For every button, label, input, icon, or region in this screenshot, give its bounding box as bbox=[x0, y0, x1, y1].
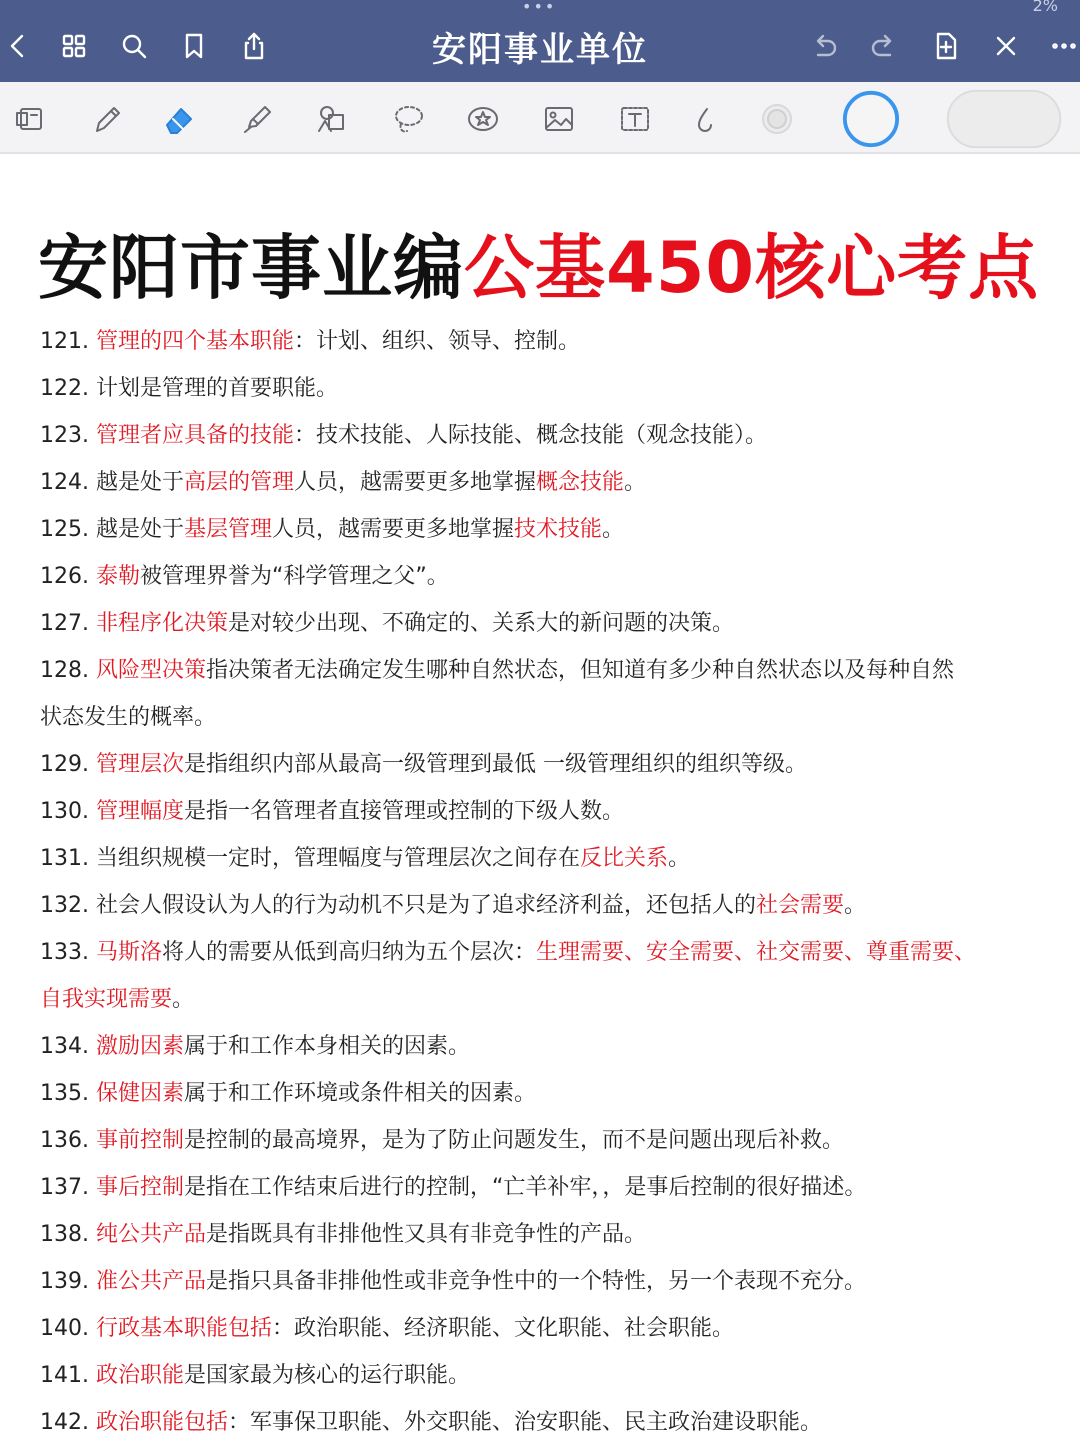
more-options-icon[interactable] bbox=[1046, 28, 1080, 64]
sticker-icon[interactable] bbox=[462, 98, 504, 140]
item-text: ：政治职能、经济职能、文化职能、社会职能。 bbox=[272, 1316, 735, 1341]
list-item bbox=[40, 741, 1050, 788]
highlighted-term: 生理需要、安全需要、社交需要、尊重需要、 bbox=[536, 940, 977, 965]
item-text: 是指既具有非排他性又具有非竞争性的产品。 bbox=[206, 1222, 647, 1247]
document-title: 安阳事业单位 bbox=[432, 30, 648, 70]
item-text: ：计划、组织、领导、控制。 bbox=[294, 329, 581, 354]
highlighted-term: 管理者应具备的技能 bbox=[95, 423, 294, 448]
item-text: 越是处于 bbox=[95, 470, 184, 495]
item-text: 是指在工作结束后进行的控制，“亡羊补牢，，是事后控制的很好描述。 bbox=[184, 1175, 867, 1200]
window-handle-dots[interactable]: ••• bbox=[522, 0, 557, 16]
highlighted-term: 非程序化决策 bbox=[95, 611, 228, 636]
page-layout-icon[interactable] bbox=[10, 98, 52, 140]
item-number: 131. bbox=[40, 846, 96, 871]
item-text: 是指组织内部从最高一级管理到最低 一级管理组织的组织等级。 bbox=[184, 752, 807, 777]
item-text: 属于和工作本身相关的因素。 bbox=[184, 1034, 471, 1059]
item-text: 被管理界誉为“科学管理之父”。 bbox=[140, 564, 449, 589]
highlighted-term: 风险型决策 bbox=[95, 658, 206, 683]
highlighted-term: 反比关系 bbox=[580, 846, 669, 871]
redo-icon[interactable] bbox=[866, 28, 902, 64]
list-item bbox=[40, 1070, 1050, 1117]
item-number: 133. bbox=[40, 940, 96, 965]
item-text: 是国家最为核心的运行职能。 bbox=[184, 1363, 471, 1388]
item-number: 136. bbox=[40, 1128, 96, 1153]
item-number: 129. bbox=[40, 752, 96, 777]
item-number: 142. bbox=[40, 1410, 96, 1435]
highlighted-term: 高层的管理 bbox=[184, 470, 295, 495]
item-text: 将人的需要从低到高归纳为五个层次： bbox=[162, 940, 537, 965]
item-text: 是控制的最高境界，是为了防止问题发生，而不是问题出现后补救。 bbox=[184, 1128, 845, 1153]
text-box-icon[interactable] bbox=[614, 98, 656, 140]
item-text: 。 bbox=[172, 987, 195, 1012]
item-text: ：技术技能、人际技能、概念技能（观念技能）。 bbox=[294, 423, 768, 448]
list-item bbox=[40, 835, 1050, 882]
annotation-toolbar bbox=[0, 82, 1080, 154]
list-item bbox=[40, 1023, 1050, 1070]
item-number: 141. bbox=[40, 1363, 96, 1388]
key-points-list bbox=[40, 318, 1050, 1446]
list-item bbox=[40, 788, 1050, 835]
item-number: 137. bbox=[40, 1175, 96, 1200]
item-text: 人员，越需要更多地掌握 bbox=[272, 517, 515, 542]
pencil-icon[interactable] bbox=[86, 98, 128, 140]
highlighted-term: 保健因素 bbox=[95, 1081, 184, 1106]
add-page-icon[interactable] bbox=[928, 28, 964, 64]
item-text: 越是处于 bbox=[95, 517, 184, 542]
item-text: ：军事保卫职能、外交职能、治安职能、民主政治建设职能。 bbox=[228, 1410, 823, 1435]
item-number: 122. bbox=[40, 376, 96, 401]
headline-red-part: 公基450核心考点 bbox=[464, 227, 1040, 309]
pen-color-icon[interactable] bbox=[840, 88, 902, 150]
highlighted-term: 社会需要 bbox=[756, 893, 845, 918]
lasso-icon[interactable] bbox=[388, 98, 430, 140]
ink-drop-icon[interactable] bbox=[684, 98, 726, 140]
item-number: 124. bbox=[40, 470, 96, 495]
highlighted-term: 激励因素 bbox=[95, 1034, 184, 1059]
item-text: 。 bbox=[668, 846, 691, 871]
highlighted-term: 概念技能 bbox=[536, 470, 625, 495]
highlighted-term: 自我实现需要 bbox=[40, 987, 173, 1012]
eraser-icon[interactable] bbox=[158, 98, 200, 140]
close-icon[interactable] bbox=[988, 28, 1024, 64]
item-number: 139. bbox=[40, 1269, 96, 1294]
highlighted-term: 准公共产品 bbox=[95, 1269, 206, 1294]
item-text: 是指一名管理者直接管理或控制的下级人数。 bbox=[184, 799, 625, 824]
item-number: 126. bbox=[40, 564, 96, 589]
page-headline bbox=[38, 212, 1039, 313]
list-item bbox=[40, 1211, 1050, 1258]
highlighted-term: 纯公共产品 bbox=[95, 1222, 206, 1247]
list-item bbox=[40, 1258, 1050, 1305]
highlighted-term: 行政基本职能包括 bbox=[95, 1316, 272, 1341]
item-number: 138. bbox=[40, 1222, 96, 1247]
list-item bbox=[40, 365, 1050, 412]
item-text: 是指只具备非排他性或非竞争性中的一个特性，另一个表现不充分。 bbox=[206, 1269, 867, 1294]
list-item bbox=[40, 553, 1050, 600]
item-number: 127. bbox=[40, 611, 96, 636]
item-text: 当组织规模一定时，管理幅度与管理层次之间存在 bbox=[95, 846, 580, 871]
highlighted-term: 管理的四个基本职能 bbox=[95, 329, 294, 354]
item-number: 140. bbox=[40, 1316, 96, 1341]
list-item bbox=[40, 1305, 1050, 1352]
undo-icon[interactable] bbox=[806, 28, 842, 64]
item-number: 121. bbox=[40, 329, 96, 354]
list-item bbox=[40, 1399, 1050, 1446]
item-number: 130. bbox=[40, 799, 96, 824]
highlighted-term: 泰勒 bbox=[95, 564, 140, 589]
list-item bbox=[40, 318, 1050, 365]
battery-status: 2% bbox=[1032, 0, 1058, 15]
list-item bbox=[40, 976, 1050, 1023]
list-item bbox=[40, 459, 1050, 506]
item-number: 135. bbox=[40, 1081, 96, 1106]
item-text: 状态发生的概率。 bbox=[40, 705, 217, 730]
highlighted-term: 技术技能 bbox=[514, 517, 603, 542]
list-item bbox=[40, 1352, 1050, 1399]
list-item bbox=[40, 929, 1050, 976]
highlighted-term: 事前控制 bbox=[95, 1128, 184, 1153]
headline-black-part: 安阳市事业编 bbox=[38, 227, 464, 309]
image-icon[interactable] bbox=[538, 98, 580, 140]
item-text: 。 bbox=[624, 470, 647, 495]
item-text: 指决策者无法确定发生哪种自然状态，但知道有多少种自然状态以及每种自然 bbox=[206, 658, 955, 683]
highlighted-term: 管理幅度 bbox=[95, 799, 184, 824]
highlighted-term: 政治职能 bbox=[95, 1363, 184, 1388]
item-number: 128. bbox=[40, 658, 96, 683]
item-text: 社会人假设认为人的行为动机不只是为了追求经济利益，还包括人的 bbox=[95, 893, 756, 918]
shapes-icon[interactable] bbox=[312, 98, 354, 140]
item-number: 134. bbox=[40, 1034, 96, 1059]
list-item bbox=[40, 506, 1050, 553]
highlighter-icon[interactable] bbox=[236, 98, 278, 140]
highlighted-term: 事后控制 bbox=[95, 1175, 184, 1200]
list-item bbox=[40, 600, 1050, 647]
list-item bbox=[40, 882, 1050, 929]
item-text: 。 bbox=[844, 893, 867, 918]
item-number: 123. bbox=[40, 423, 96, 448]
item-text: 计划是管理的首要职能。 bbox=[95, 376, 338, 401]
item-number: 125. bbox=[40, 517, 96, 542]
highlighted-term: 管理层次 bbox=[95, 752, 184, 777]
item-number: 132. bbox=[40, 893, 96, 918]
item-text: 人员，越需要更多地掌握 bbox=[294, 470, 537, 495]
color-swatch-icon[interactable] bbox=[756, 98, 798, 140]
item-text: 是对较少出现、不确定的、关系大的新问题的决策。 bbox=[228, 611, 735, 636]
highlighted-term: 基层管理 bbox=[184, 517, 273, 542]
item-text: 。 bbox=[602, 517, 625, 542]
top-navigation-bar bbox=[0, 0, 1080, 82]
list-item bbox=[40, 694, 1050, 741]
highlighted-term: 马斯洛 bbox=[95, 940, 162, 965]
list-item bbox=[40, 1164, 1050, 1211]
item-text: 属于和工作环境或条件相关的因素。 bbox=[184, 1081, 537, 1106]
pen-size-icon[interactable] bbox=[944, 86, 1066, 152]
highlighted-term: 政治职能包括 bbox=[95, 1410, 228, 1435]
list-item bbox=[40, 1117, 1050, 1164]
list-item bbox=[40, 647, 1050, 694]
list-item bbox=[40, 412, 1050, 459]
